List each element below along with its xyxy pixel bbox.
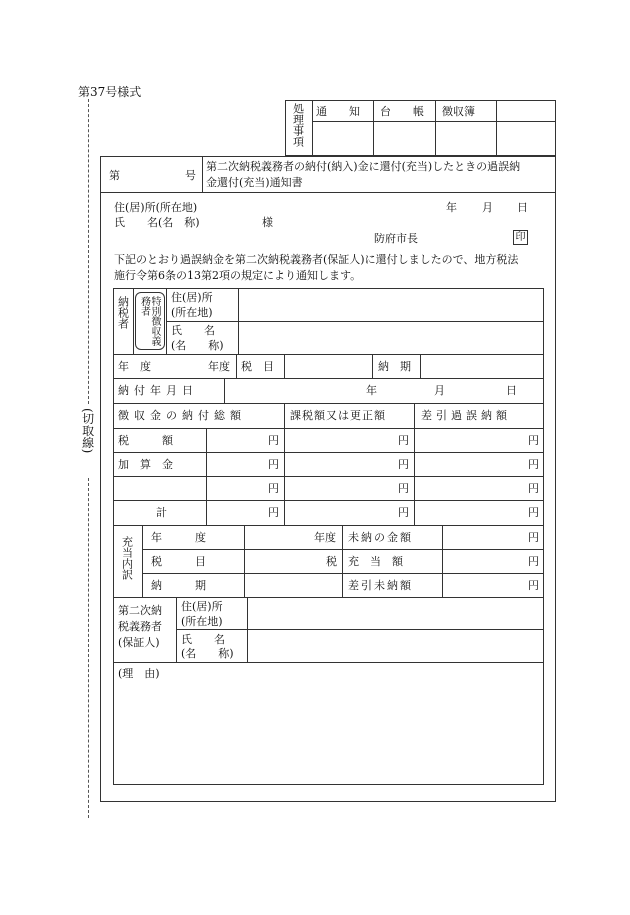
guarantor-name-label-2: (名 称) xyxy=(181,647,234,660)
row-year-suffix: 年度 xyxy=(208,360,230,373)
yen-unit: 円 xyxy=(268,458,279,471)
allocation-unpaid-label: 未納の金額 xyxy=(348,531,413,544)
guarantor-label-1: 第二次納 xyxy=(118,604,162,617)
issuer: 防府市長 xyxy=(374,232,418,245)
guarantor-address-label-1: 住(居)所 xyxy=(181,600,223,613)
allocation-year-label: 年 度 xyxy=(151,531,206,544)
addressee-name-label: 氏 名(名 称) xyxy=(114,216,200,229)
allocation-term-label: 納 期 xyxy=(151,579,206,592)
yen-unit: 円 xyxy=(268,434,279,447)
cut-line-bottom xyxy=(88,478,89,818)
pay-date-day: 日 xyxy=(506,384,517,397)
allocation-tax-suffix: 税 xyxy=(326,555,337,568)
number-prefix: 第 xyxy=(109,169,120,182)
taxpayer-name-label-2: (名 称) xyxy=(171,339,224,352)
amount-header-assessed: 課税額又は更正額 xyxy=(290,409,386,422)
addressee-honorific: 様 xyxy=(262,216,273,229)
yen-unit: 円 xyxy=(528,482,539,495)
allocation-tax-item-label: 税 目 xyxy=(151,555,206,568)
taxpayer-name-label-1: 氏 名 xyxy=(171,324,215,337)
yen-unit: 円 xyxy=(528,506,539,519)
processing-col-collection: 徴収簿 xyxy=(442,105,475,118)
pay-date-month: 月 xyxy=(434,384,445,397)
number-suffix: 号 xyxy=(185,169,196,182)
amount-row-surcharge-label: 加 算 金 xyxy=(118,458,173,471)
seal-mark: 印 xyxy=(513,230,528,245)
date-day: 日 xyxy=(517,201,528,214)
body-text-line-1: 下記のとおり過誤納金を第二次納税義務者(保証人)に還付しましたので、地方税法 xyxy=(114,253,519,266)
yen-unit: 円 xyxy=(528,458,539,471)
guarantor-label-2: 税義務者 xyxy=(118,620,162,633)
special-collector-label: 特別徴収義務者 xyxy=(138,296,160,346)
pay-date-year: 年 xyxy=(366,384,377,397)
reason-label: (理 由) xyxy=(118,667,160,680)
taxpayer-address-label-2: (所在地) xyxy=(171,306,213,319)
row-year-label: 年 度 xyxy=(118,360,151,373)
amount-row-total-label: 計 xyxy=(156,506,167,519)
taxpayer-address-label-1: 住(居)所 xyxy=(171,291,213,304)
row-tax-item-label: 税 目 xyxy=(241,360,274,373)
yen-unit: 円 xyxy=(398,482,409,495)
yen-unit: 円 xyxy=(528,434,539,447)
amount-row-tax-label: 税 額 xyxy=(118,434,173,447)
amount-header-overpaid: 差引過誤納額 xyxy=(421,409,511,422)
title-line-2: 金還付(充当)通知書 xyxy=(206,176,303,189)
guarantor-name-label-1: 氏 名 xyxy=(181,633,225,646)
guarantor-label-3: (保証人) xyxy=(118,636,160,649)
yen-unit: 円 xyxy=(398,506,409,519)
yen-unit: 円 xyxy=(398,458,409,471)
allocation-year-suffix: 年度 xyxy=(314,531,336,544)
pay-date-label: 納付年月日 xyxy=(118,384,198,397)
yen-unit: 円 xyxy=(268,482,279,495)
yen-unit: 円 xyxy=(528,579,539,592)
amount-header-total: 徴収金の納付総額 xyxy=(118,409,246,422)
allocation-remaining-label: 差引未納額 xyxy=(348,579,413,592)
cut-line-top xyxy=(88,99,89,404)
date-year: 年 xyxy=(446,201,457,214)
processing-col-ledger: 台 帳 xyxy=(380,105,424,118)
yen-unit: 円 xyxy=(398,434,409,447)
guarantor-address-label-2: (所在地) xyxy=(181,615,223,628)
taxpayer-label: 納税者 xyxy=(116,296,130,329)
addressee-address-label: 住(居)所(所在地) xyxy=(114,201,198,214)
processing-col-notice: 通 知 xyxy=(316,105,360,118)
allocation-applied-label: 充 当 額 xyxy=(348,555,403,568)
cut-line-label: (切取線) xyxy=(80,408,95,454)
row-term-label: 納 期 xyxy=(378,360,411,373)
title-line-1: 第二次納税義務者の納付(納入)金に還付(充当)したときの過誤納 xyxy=(206,160,521,173)
yen-unit: 円 xyxy=(528,555,539,568)
date-month: 月 xyxy=(482,201,493,214)
form-number: 第37号様式 xyxy=(78,85,142,99)
processing-label: 処理事項 xyxy=(291,103,305,147)
allocation-label: 充当内訳 xyxy=(120,536,134,580)
body-text-line-2: 施行令第6条の13第2項の規定により通知します。 xyxy=(114,269,362,282)
yen-unit: 円 xyxy=(528,531,539,544)
yen-unit: 円 xyxy=(268,506,279,519)
